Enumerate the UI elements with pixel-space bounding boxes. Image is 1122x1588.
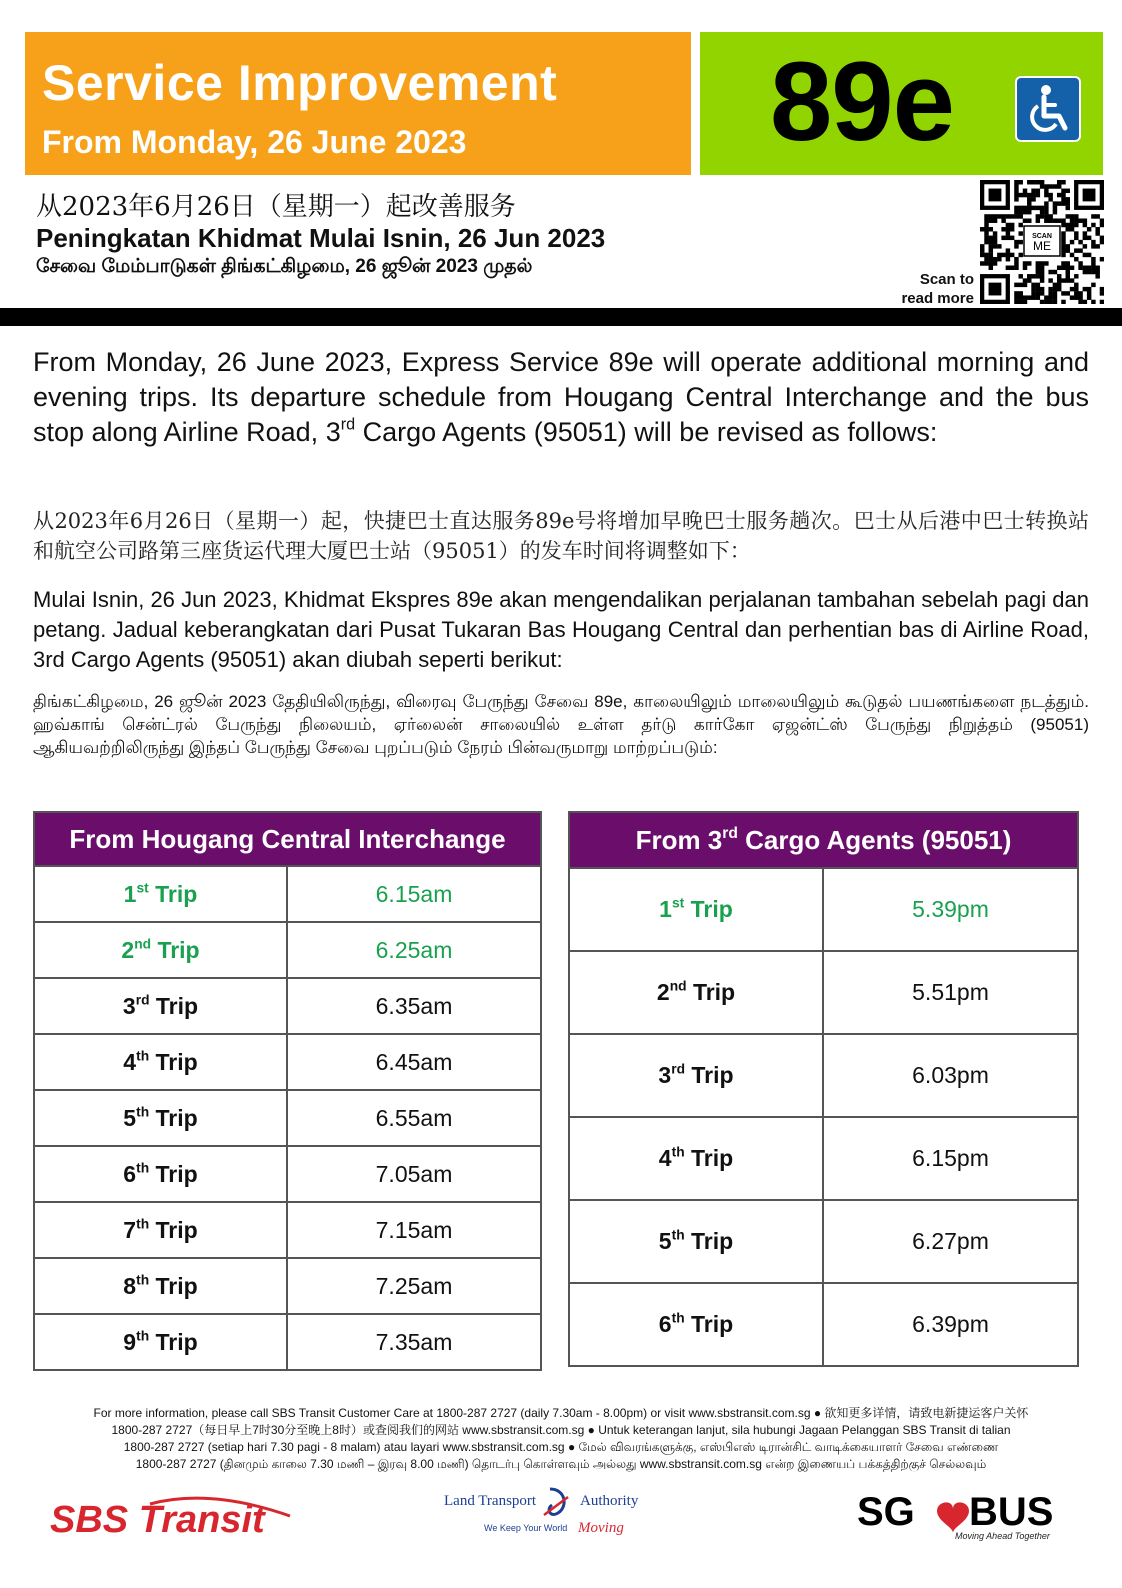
qr-code[interactable]	[980, 180, 1104, 304]
trip-label	[34, 1258, 287, 1314]
trip-ordinal-suffix: rd	[671, 1061, 686, 1077]
departure-time: 6.15pm	[823, 1117, 1078, 1200]
departure-time: 6.25am	[287, 922, 541, 978]
svg-text:Moving: Moving	[578, 1520, 624, 1536]
trip-word: Trip	[691, 1145, 734, 1171]
trip-label	[34, 922, 287, 978]
trip-ordinal-suffix: nd	[669, 978, 687, 994]
hougang-trip-row	[34, 1090, 541, 1146]
trip-word: Trip	[691, 1062, 734, 1088]
trip-number: 1	[123, 880, 137, 907]
trip-label	[34, 1202, 287, 1258]
trip-ordinal-suffix: th	[671, 1310, 685, 1326]
trip-ordinal-suffix: th	[136, 1271, 150, 1287]
departure-time: 5.39pm	[823, 868, 1078, 951]
trip-ordinal-suffix: st	[671, 895, 685, 911]
departure-time: 6.35am	[287, 978, 541, 1034]
trip-label	[34, 978, 287, 1034]
subheading-chinese: 从2023年6月26日（星期一）起改善服务	[36, 192, 516, 222]
footer-line: For more information, please call SBS Transit Customer Care at 1800-287 2727 (daily 7.30am - 8.00pm) or visit www.sbstransit.com.sg ● 欲知更多详情，请致电新捷运客户关怀	[93, 1406, 1029, 1420]
intro-english-sup: rd	[340, 415, 356, 434]
trip-word: Trip	[155, 1216, 198, 1243]
trip-ordinal-suffix: th	[671, 1144, 685, 1160]
trip-number: 4	[123, 1048, 137, 1075]
sbs-transit-logo	[50, 1490, 295, 1545]
timetable-cargo-header-part1: From 3	[635, 824, 723, 855]
trip-ordinal-suffix: th	[136, 1215, 150, 1231]
trip-number: 9	[123, 1328, 137, 1355]
trip-ordinal-suffix: st	[136, 879, 149, 895]
trip-number: 5	[658, 1228, 672, 1254]
cargo-trip-row	[569, 1034, 1078, 1117]
hougang-trip-row	[34, 922, 541, 978]
trip-label	[34, 1146, 287, 1202]
svg-text:SBS Transit: SBS Transit	[50, 1499, 265, 1541]
trip-number: 1	[659, 896, 672, 922]
trip-label	[34, 1314, 287, 1370]
trip-ordinal-suffix: th	[136, 1159, 150, 1175]
trip-number: 3	[658, 1062, 672, 1088]
departure-time: 6.03pm	[823, 1034, 1078, 1117]
departure-time: 7.15am	[287, 1202, 541, 1258]
trip-ordinal-suffix: th	[136, 1327, 150, 1343]
trip-number: 2	[121, 936, 135, 963]
trip-number: 3	[122, 992, 136, 1019]
trip-label	[569, 1200, 823, 1283]
trip-number: 8	[123, 1272, 137, 1299]
scan-caption-line2: read more	[901, 290, 974, 307]
trip-ordinal-suffix: rd	[135, 991, 150, 1007]
departure-time: 7.25am	[287, 1258, 541, 1314]
cargo-trip-row	[569, 1283, 1078, 1366]
footer-line: 1800-287 2727 (தினமும் காலை 7.30 மணி – இரவு 8.00 மணி) தொடர்பு கொள்ளவும் அல்லது www.sbstransit.com.sg என்ற இணையப் பக்கத்திற்குச் செல்லவும்	[135, 1457, 987, 1471]
timetable-cargo-header	[569, 812, 1078, 868]
svg-text:Land Transport: Land Transport	[444, 1493, 537, 1509]
departure-time: 6.45am	[287, 1034, 541, 1090]
trip-label	[569, 1034, 823, 1117]
svg-text:BUS: BUS	[969, 1490, 1054, 1534]
departure-time: 6.27pm	[823, 1200, 1078, 1283]
page-subtitle: From Monday, 26 June 2023	[42, 124, 467, 160]
page-title: Service Improvement	[42, 55, 558, 111]
intro-tamil: திங்கட்கிழமை, 26 ஜூன் 2023 தேதியிலிருந்து, விரைவு பேருந்து சேவை 89e, காலையிலும் மாலையிலும் கூடுதல் பயணங்களை நடத்தும். ஹவ்காங் சென்ட்ரல் பேருந்து நிலையம், ஏர்லைன் சாலையில் உள்ள தர்டு கார்கோ ஏஜன்ட்ஸ் பேருந்து நிறுத்தம் (95051) ஆகியவற்றிலிருந்து இந்தப் பேருந்து சேவை புறப்படும் நேரம் பின்வருமாறு மாற்றப்படும்:	[33, 692, 1089, 757]
intro-chinese: 从2023年6月26日（星期一）起，快捷巴士直达服务89e号将增加早晚巴士服务趟次。巴士从后港中巴士转换站和航空公司路第三座货运代理大厦巴士站（95051）的发车时间将调整如下：	[33, 509, 1089, 563]
hougang-trip-row	[34, 866, 541, 922]
trip-label	[34, 1090, 287, 1146]
departure-time: 5.51pm	[823, 951, 1078, 1034]
trip-word: Trip	[691, 1228, 734, 1254]
timetable-hougang	[33, 811, 542, 1371]
trip-ordinal-suffix: th	[136, 1047, 150, 1063]
hougang-trip-row	[34, 1314, 541, 1370]
trip-word: Trip	[157, 936, 200, 963]
qr-me-label: ME	[1033, 239, 1051, 253]
lta-logo	[440, 1485, 655, 1545]
trip-label	[34, 866, 287, 922]
trip-label	[34, 1034, 287, 1090]
cargo-trip-row	[569, 1200, 1078, 1283]
trip-word: Trip	[692, 979, 736, 1005]
footer-line: 1800-287 2727 (setiap hari 7.30 pagi - 8 malam) atau layari www.sbstransit.com.sg ● மேல் விவரங்களுக்கு, எஸ்பிஎஸ் டிரான்சிட் வாடிக்கையாளர் சேவை எண்ணை	[123, 1440, 999, 1454]
svg-text:Moving Ahead Together: Moving Ahead Together	[955, 1531, 1050, 1541]
trip-label	[569, 1283, 823, 1366]
trip-number: 4	[658, 1145, 672, 1171]
cargo-trip-row	[569, 1117, 1078, 1200]
svg-text:Authority: Authority	[580, 1493, 639, 1509]
departure-time: 6.55am	[287, 1090, 541, 1146]
subheading-malay: Peningkatan Khidmat Mulai Isnin, 26 Jun 2023	[36, 223, 606, 253]
intro-english	[33, 345, 1089, 450]
timetable-cargo-header-part2: Cargo Agents (95051)	[737, 824, 1012, 855]
trip-word: Trip	[155, 1048, 198, 1075]
timetable-hougang-header: From Hougang Central Interchange	[34, 812, 541, 866]
cargo-trip-row	[569, 951, 1078, 1034]
footer-info	[60, 1405, 1062, 1473]
trip-word: Trip	[155, 1272, 198, 1299]
cargo-trip-row	[569, 868, 1078, 951]
departure-time: 7.35am	[287, 1314, 541, 1370]
trip-number: 7	[123, 1216, 137, 1243]
scan-caption	[880, 270, 974, 308]
departure-time: 7.05am	[287, 1146, 541, 1202]
trip-ordinal-suffix: nd	[134, 935, 152, 951]
subheading-tamil: சேவை மேம்பாடுகள் திங்கட்கிழமை, 26 ஜூன் 2023 முதல்	[36, 256, 533, 277]
hougang-trip-row	[34, 1202, 541, 1258]
departure-time: 6.39pm	[823, 1283, 1078, 1366]
wheelchair-icon	[1015, 76, 1081, 142]
trip-ordinal-suffix: th	[136, 1103, 150, 1119]
trip-word: Trip	[690, 896, 733, 922]
footer-line: 1800-287 2727（每日早上7时30分至晚上8时）或查阅我们的网站 www.sbstransit.com.sg ● Untuk keterangan lanjut, sila hubungi Jagaan Pelanggan SBS Transit di talian	[111, 1423, 1011, 1437]
intro-english-part2: Cargo Agents (95051) will be revised as follows:	[355, 417, 938, 447]
trip-word: Trip	[155, 1160, 198, 1187]
trip-word: Trip	[155, 1328, 198, 1355]
hougang-trip-row	[34, 978, 541, 1034]
scan-caption-line1: Scan to	[919, 271, 974, 288]
timetable-cargo-header-sup: rd	[722, 824, 738, 842]
intro-english-part1: From Monday, 26 June 2023, Express Service 89e will operate additional morning and evening trips. Its departure schedule from Hougang Central Interchange and the bus stop along Airline Road, 3	[33, 347, 1089, 447]
header-divider	[0, 308, 1122, 326]
intro-malay: Mulai Isnin, 26 Jun 2023, Khidmat Ekspres 89e akan mengendalikan perjalanan tambahan sebelah pagi dan petang. Jadual keberangkatan dari Pusat Tukaran Bas Hougang Central dan perhentian bas di Airline Road, 3rd Cargo Agents (95051) akan diubah seperti berikut:	[33, 587, 1089, 672]
trip-ordinal-suffix: th	[671, 1227, 685, 1243]
svg-text:SG: SG	[857, 1490, 915, 1534]
timetable-cargo-agents	[568, 811, 1079, 1367]
trip-label	[569, 951, 823, 1034]
sgbus-logo	[855, 1487, 1055, 1545]
hougang-trip-row	[34, 1258, 541, 1314]
trip-number: 6	[123, 1160, 137, 1187]
service-number: 89e	[770, 39, 954, 164]
qr-scan-label: SCAN	[1032, 233, 1052, 240]
trip-number: 6	[658, 1311, 672, 1337]
trip-number: 2	[656, 979, 670, 1005]
departure-time: 6.15am	[287, 866, 541, 922]
svg-text:We Keep Your World: We Keep Your World	[484, 1523, 568, 1533]
trip-word: Trip	[155, 880, 198, 907]
trip-number: 5	[123, 1104, 137, 1131]
trip-word: Trip	[691, 1311, 734, 1337]
hougang-trip-row	[34, 1034, 541, 1090]
trip-label	[569, 1117, 823, 1200]
hougang-trip-row	[34, 1146, 541, 1202]
trip-label	[569, 868, 823, 951]
trip-word: Trip	[155, 992, 199, 1019]
trip-word: Trip	[155, 1104, 198, 1131]
